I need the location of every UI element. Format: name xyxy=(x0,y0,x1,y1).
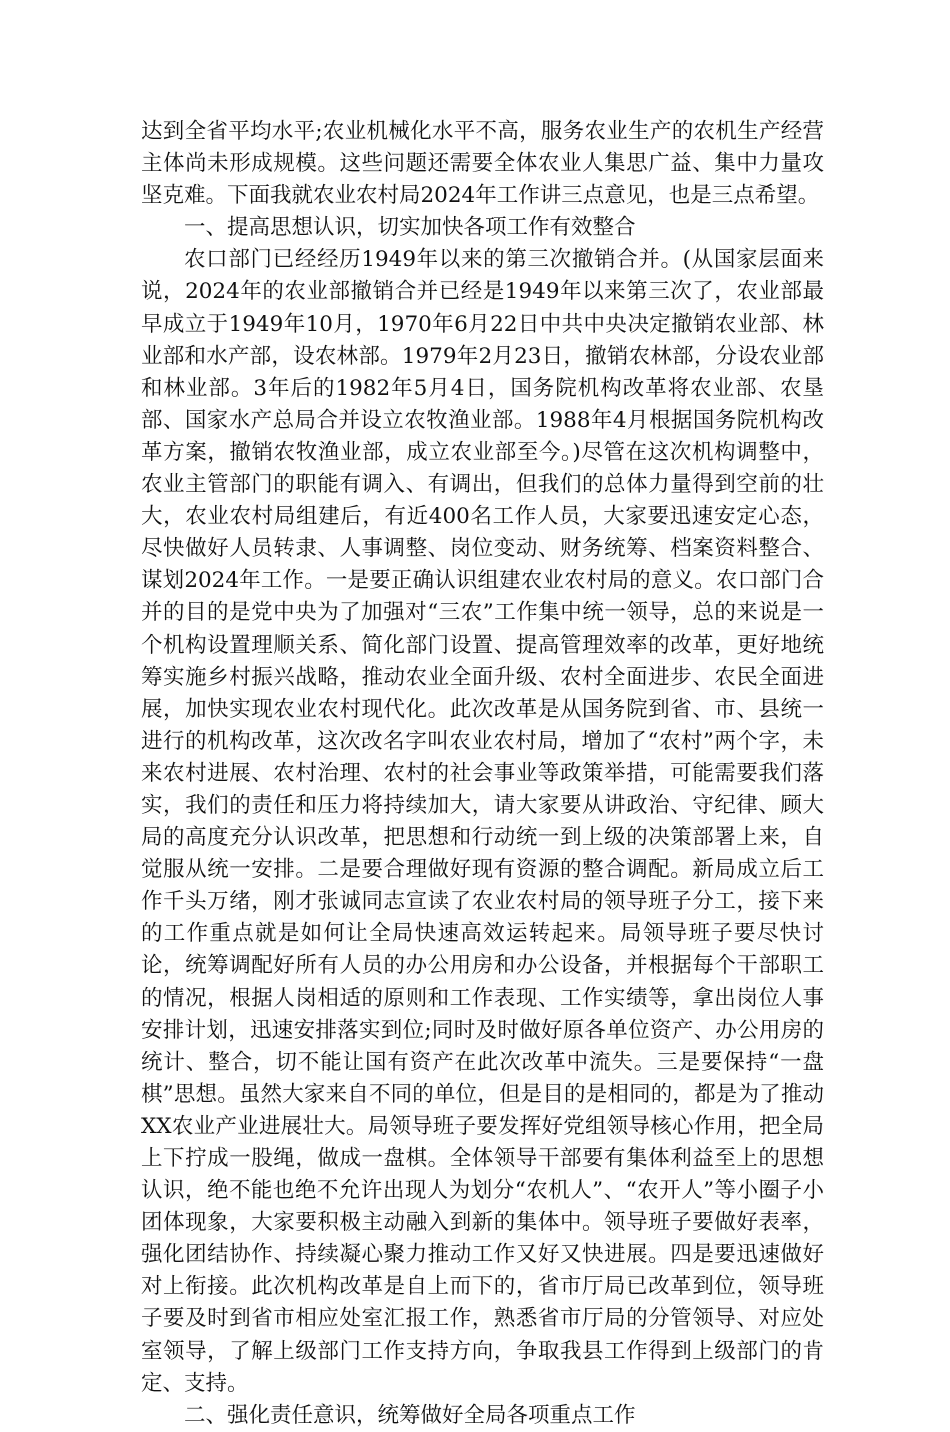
section-heading-2: 二、强化责任意识，统筹做好全局各项重点工作 xyxy=(184,1402,636,1428)
intro-paragraph: 达到全省平均水平;农业机械化水平不高，服务农业生产的农机生产经营主体尚未形成规模。这些问题还需要全体农业人集思广益、集中力量攻坚克难。下面我就农业农村局2024年工作讲三点意见，也是三点希望。 xyxy=(141,119,824,209)
document-page xyxy=(141,116,824,1432)
body-paragraph-1: 农口部门已经经历1949年以来的第三次撤销合并。(从国家层面来说，2024年的农业部撤销合并已经是1949年以来第三次了，农业部最早成立于1949年10月，1970年6月22日中共中央决定撤销农业部、林业部和水产部，设农林部。1979年2月23日，撤销农林部，分设农业部和林业部。3年后的1982年5月4日，国务院机构改革将农业部、农垦部、国家水产总局合并设立农牧渔业部。1988年4月根据国务院机构改革方案，撤销农牧渔业部，成立农业部至今。)尽管在这次机构调整中，农业主管部门的职能有调入、有调出，但我们的总体力量得到空前的壮大，农业农村局组建后，有近400名工作人员，大家要迅速安定心态，尽快做好人员转隶、人事调整、岗位变动、财务统筹、档案资料整合、谋划2024年工作。一是要正确认识组建农业农村局的意义。农口部门合并的目的是党中央为了加强对“三农”工作集中统一领导，总的来说是一个机构设置理顺关系、简化部门设置、提高管理效率的改革，更好地统筹实施乡村振兴战略，推动农业全面升级、农村全面进步、农民全面进展，加快实现农业农村现代化。此次改革是从国务院到省、市、县统一进行的机构改革，这次改名字叫农业农村局，增加了“农村”两个字，未来农村进展、农村治理、农村的社会事业等政策举措，可能需要我们落实，我们的责任和压力将持续加大，请大家要从讲政治、守纪律、顾大局的高度充分认识改革，把思想和行动统一到上级的决策部署上来，自觉服从统一安排。二是要合理做好现有资源的整合调配。新局成立后工作千头万绪，刚才张诚同志宣读了农业农村局的领导班子分工，接下来的工作重点就是如何让全局快速高效运转起来。局领导班子要尽快讨论，统筹调配好所有人员的办公用房和办公设备，并根据每个干部职工的情况，根据人岗相适的原则和工作表现、工作实绩等，拿出岗位人事安排计划，迅速安排落实到位;同时及时做好原各单位资产、办公用房的统计、整合，切不能让国有资产在此次改革中流失。三是要保持“一盘棋”思想。虽然大家来自不同的单位，但是目的是相同的，都是为了推动XX农业产业进展壮大。局领导班子要发挥好党组领导核心作用，把全局上下拧成一股绳，做成一盘棋。全体领导干部要有集体利益至上的思想认识，绝不能也绝不允许出现人为划分“农机人”、“农开人”等小圈子小团体现象，大家要积极主动融入到新的集体中。领导班子要做好表率，强化团结协作、持续凝心聚力推动工作又好又快进展。四是要迅速做好对上衔接。此次机构改革是自上而下的，省市厅局已改革到位，领导班子要及时到省市相应处室汇报工作，熟悉省市厅局的分管领导、对应处室领导，了解上级部门工作支持方向，争取我县工作得到上级部门的肯定、支持。 xyxy=(141,247,824,1396)
section-heading-1: 一、提高思想认识，切实加快各项工作有效整合 xyxy=(184,215,636,241)
